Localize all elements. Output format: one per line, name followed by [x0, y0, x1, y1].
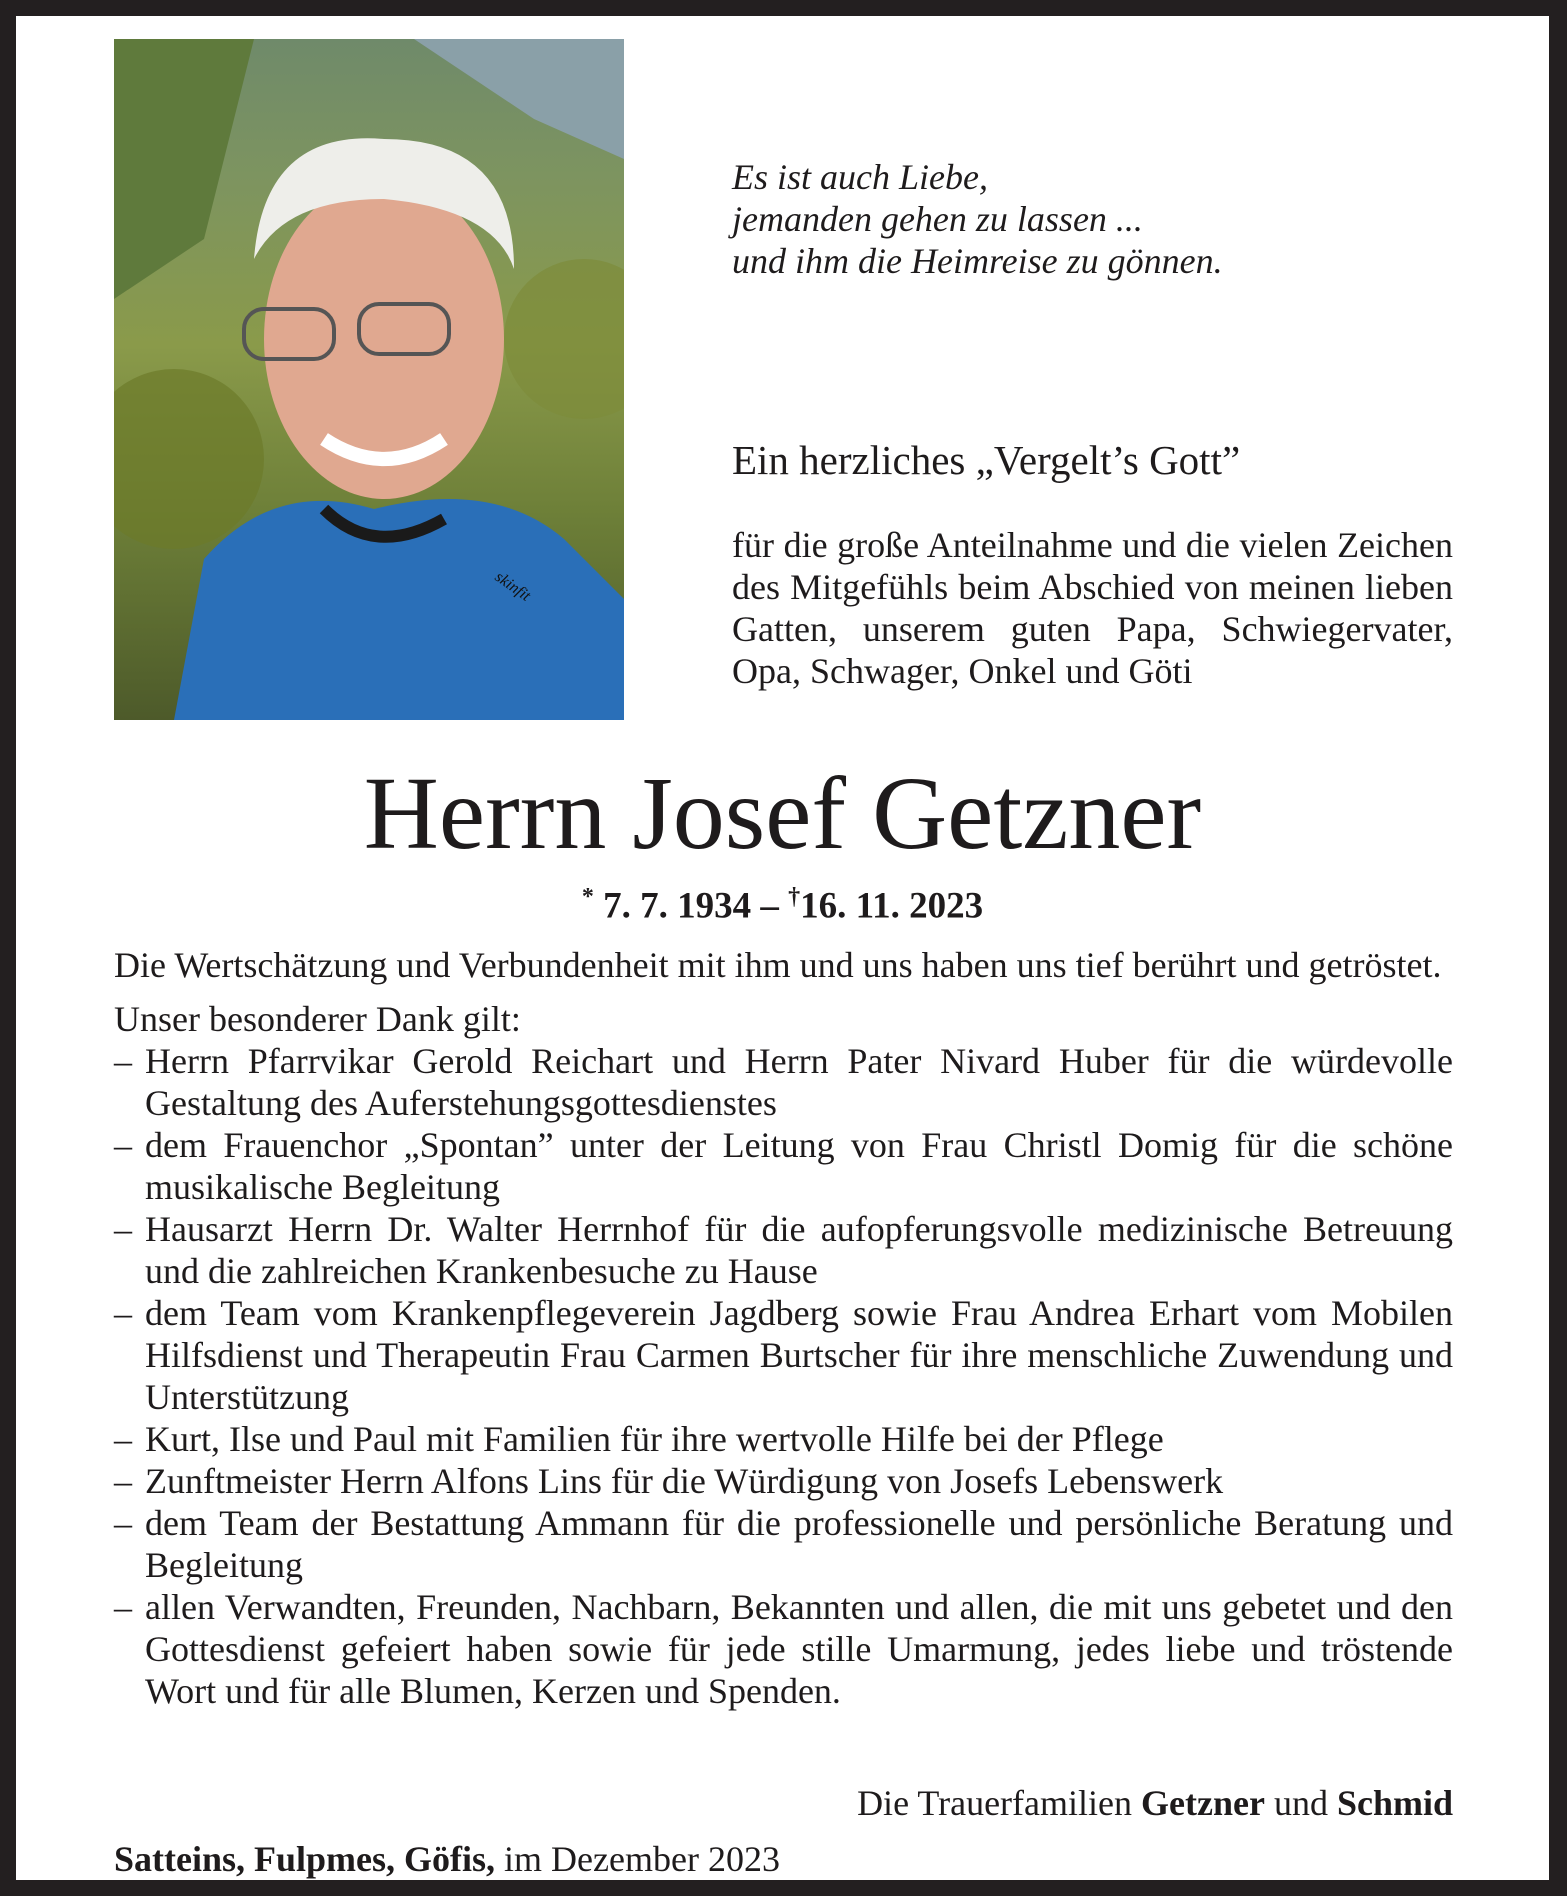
thanks-list: [114, 1040, 1453, 1712]
life-dates: [16, 884, 1549, 927]
quote-line: Es ist auch Liebe,: [732, 157, 988, 197]
list-item: – Hausarzt Herrn Dr. Walter Herrnhof für die aufopferungsvolle medizinische Betreuung und die zahlreichen Krankenbesuche zu Hause: [114, 1209, 1453, 1291]
list-item: – Kurt, Ilse und Paul mit Familien für ihre wertvolle Hilfe bei der Pflege: [114, 1419, 1164, 1459]
birth-date: 7. 7. 1934: [603, 885, 752, 927]
list-item: – dem Frauenchor „Spontan” unter der Leitung von Frau Christl Domig für die schöne musikalische Begleitung: [114, 1125, 1453, 1207]
signature: [857, 1782, 1453, 1824]
body-text: [114, 944, 1453, 1712]
obituary-page: [16, 16, 1549, 1880]
intro-text: für die große Anteilnahme und die vielen Zeichen des Mitgefühls beim Abschied von meinen lieben Gatten, unserem guten Papa, Schwiegervater, Opa, Schwager, Onkel und Göti: [732, 525, 1453, 691]
date: im Dezember 2023: [504, 1839, 780, 1879]
signature-prefix: Die Trauerfamilien: [857, 1783, 1133, 1823]
death-symbol: †: [788, 884, 801, 910]
list-item: – dem Team der Bestattung Ammann für die professionelle und persönliche Beratung und Begleitung: [114, 1503, 1453, 1585]
family-name: Schmid: [1336, 1783, 1453, 1823]
appreciation-paragraph: Die Wertschätzung und Verbundenheit mit ihm und uns haben uns tief berührt und getröstet.: [114, 945, 1442, 985]
quote-line: jemanden gehen zu lassen ...: [732, 199, 1143, 239]
list-item: – Herrn Pfarrvikar Gerold Reichart und Herrn Pater Nivard Huber für die würdevolle Gestaltung des Auferstehungsgottesdienstes: [114, 1041, 1453, 1123]
list-item: – dem Team vom Krankenpflegeverein Jagdberg sowie Frau Andrea Erhart vom Mobilen Hilfsdienst und Therapeutin Frau Carmen Burtscher für ihre menschliche Zuwendung und Unterstützung: [114, 1293, 1453, 1417]
svg-text:skinfit: skinfit: [491, 568, 534, 605]
thanks-intro: Unser besonderer Dank gilt:: [114, 999, 521, 1039]
place-date: [114, 1838, 780, 1880]
thanks-heading: Ein herzliches „Vergelt’s Gott”: [732, 437, 1241, 483]
quote: [732, 156, 1223, 282]
quote-line: und ihm die Heimreise zu gönnen.: [732, 241, 1223, 281]
death-date: 16. 11. 2023: [800, 885, 984, 927]
towns: Satteins, Fulpmes, Göfis,: [114, 1839, 496, 1879]
date-separator: –: [760, 885, 779, 927]
signature-conj: und: [1273, 1783, 1328, 1823]
birth-symbol: *: [581, 884, 594, 910]
portrait-photo: [114, 39, 624, 720]
family-name: Getzner: [1141, 1783, 1265, 1823]
list-item: – Zunftmeister Herrn Alfons Lins für die Würdigung von Josefs Lebenswerk: [114, 1461, 1224, 1501]
list-item: – allen Verwandten, Freunden, Nachbarn, Bekannten und allen, die mit uns gebetet und den Gottesdienst gefeiert haben sowie für jede stille Umarmung, jedes liebe und tröstende Wort und für alle Blumen, Kerzen und Spenden.: [114, 1587, 1453, 1711]
deceased-name: Herrn Josef Getzner: [363, 756, 1202, 871]
